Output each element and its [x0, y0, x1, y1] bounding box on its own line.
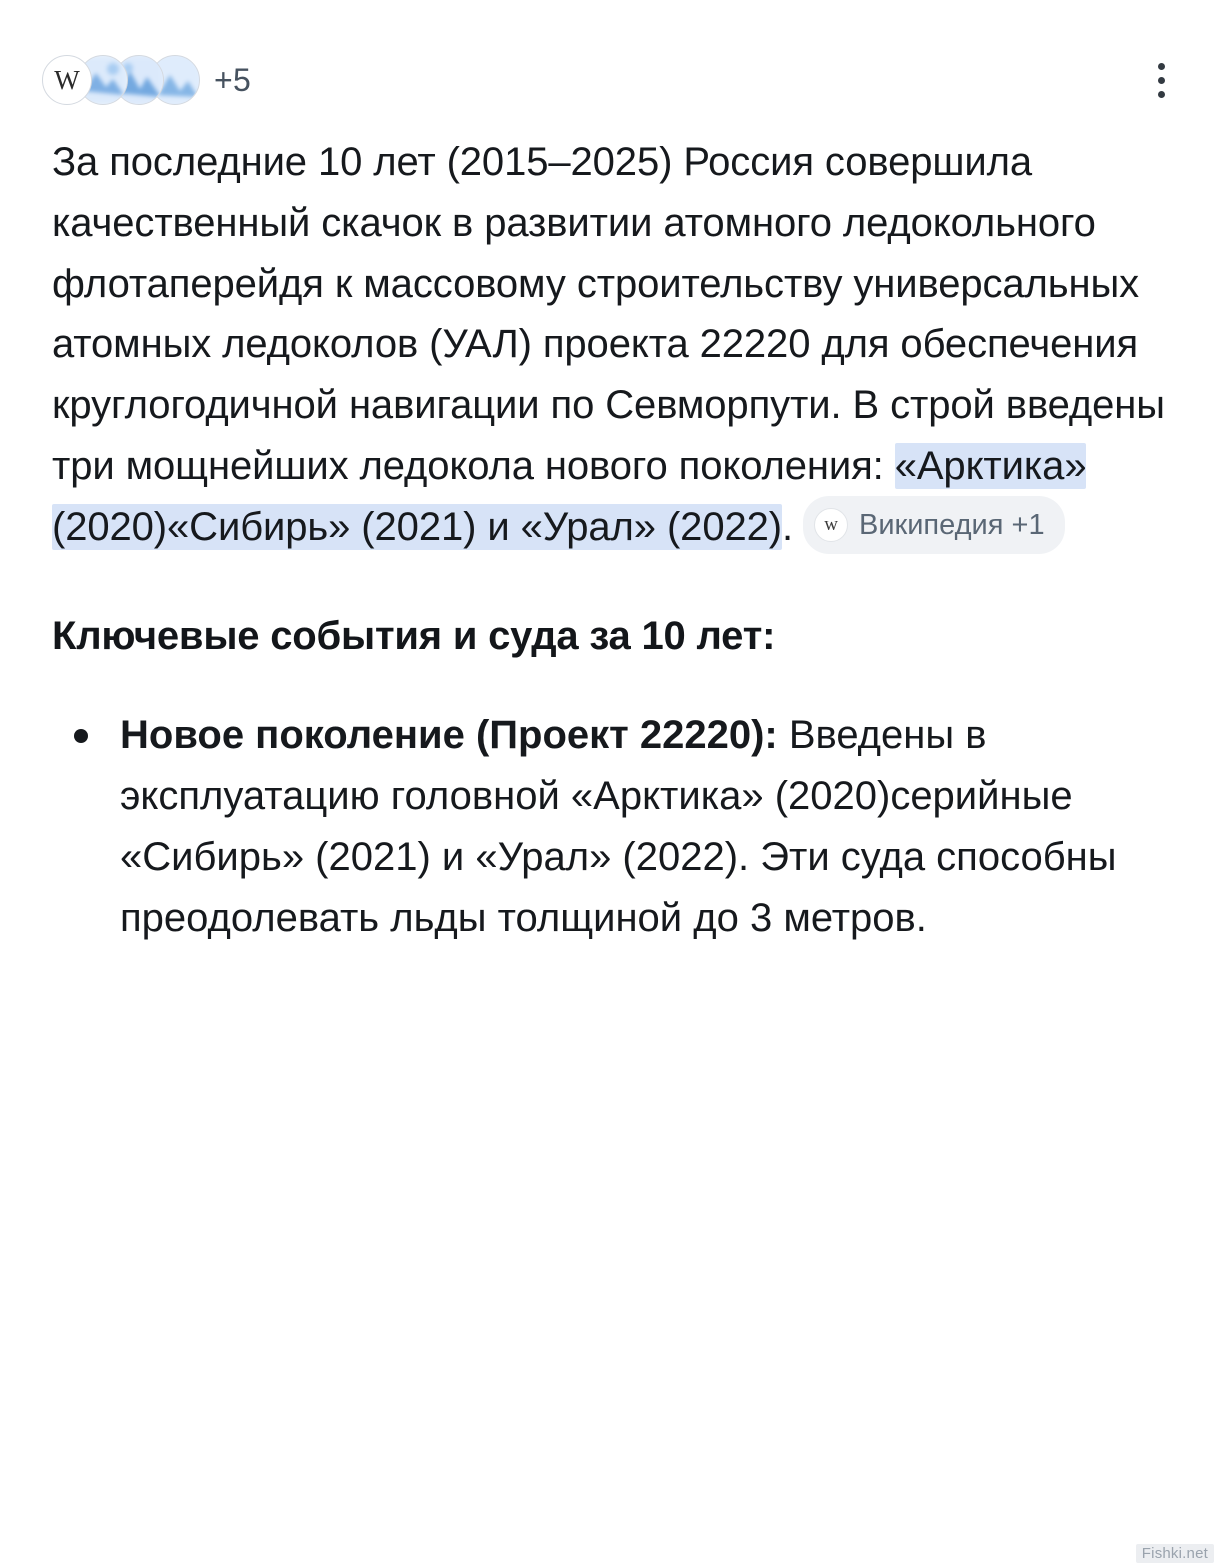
wikipedia-source-icon[interactable] [42, 55, 92, 105]
source-chips[interactable] [42, 55, 251, 105]
citation-label: Википедия +1 [859, 509, 1045, 542]
intro-paragraph [52, 132, 1166, 558]
list-item [52, 705, 1166, 948]
kebab-dot [1158, 63, 1165, 70]
source-count-label: +5 [214, 61, 252, 98]
list-item-title: Новое поколение (Проект 22220): [120, 713, 778, 758]
more-options-icon[interactable] [1138, 57, 1184, 103]
source-avatar-stack[interactable] [42, 55, 200, 105]
article-content [0, 118, 1220, 948]
list-item-text: Введены в эксплуатацию головной «Арктика» (2020)серийные «Сибирь» (2021) и «Урал» (2022). Эти суда способны преодолевать льды толщиной до 3 метров. [120, 713, 1117, 940]
highlighted-phrase: «Арктика» (2020)«Сибирь» (2021) и «Урал» (2022) [52, 443, 1087, 549]
wikipedia-favicon-icon: w [814, 508, 848, 542]
kebab-dot [1158, 77, 1165, 84]
paragraph-text-lead: За последние 10 лет (2015–2025) Россия совершила качественный скачок в развитии атомного ледокольного флотаперейдя к массовому строительству универсальных атомных ледоколов (УАЛ) проекта 22220 для обеспечения круглогодичной навигации по Севморпути. В строй введены три мощнейших ледокола нового поколения: [52, 140, 1165, 488]
wikipedia-w-glyph: W [54, 64, 80, 95]
watermark: Fishki.net [1136, 1544, 1214, 1563]
kebab-dot [1158, 91, 1165, 98]
paragraph-text-tail: . [781, 504, 793, 549]
section-subheading: Ключевые события и суда за 10 лет: [52, 614, 776, 659]
header-bar [0, 0, 1220, 118]
key-events-list [52, 705, 1166, 948]
citation-chip-wikipedia[interactable] [803, 496, 1065, 554]
